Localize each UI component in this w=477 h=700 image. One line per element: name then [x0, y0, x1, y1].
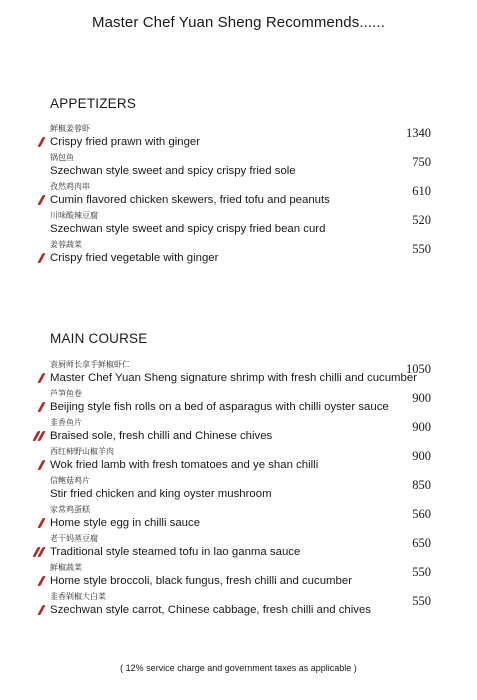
dish-price: 1340 [406, 126, 431, 140]
menu-item [0, 124, 477, 154]
dish-english-name: Szechwan style sweet and spicy crispy fried bean curd [50, 223, 326, 235]
menu-item [0, 240, 477, 270]
dish-english-name: Crispy fried prawn with ginger [50, 136, 201, 148]
chilli-spice-icon [38, 136, 45, 148]
menu-item [0, 563, 477, 593]
dish-english-name: Home style broccoli, black fungus, fresh chilli and cucumber [50, 575, 352, 587]
dish-chinese-name: 信鲍菇鸡片 [50, 476, 90, 485]
chilli-spice-icon [33, 430, 45, 442]
dish-chinese-name: 袁厨师长拿手鲜椒虾仁 [50, 360, 130, 369]
dish-chinese-name: 韭香剁椒大白菜 [50, 592, 106, 601]
dish-chinese-name: 韭香鱼片 [50, 418, 82, 427]
dish-chinese-name: 川味酸辣豆腐 [50, 211, 98, 220]
dish-price: 750 [412, 155, 431, 169]
chilli-stroke [37, 253, 45, 263]
dish-chinese-name: 姜蓉蔬菜 [50, 240, 82, 249]
chilli-spice-icon [38, 517, 45, 529]
dish-price: 560 [412, 507, 431, 521]
dish-chinese-name: 芦笋鱼卷 [50, 389, 82, 398]
dish-english-name: Braised sole, fresh chilli and Chinese chives [50, 430, 273, 442]
dish-english-name: Home style egg in chilli sauce [50, 517, 201, 529]
dish-price: 1050 [406, 362, 431, 376]
chilli-spice-icon [38, 401, 45, 413]
dish-chinese-name: 鲜椒蔬菜 [50, 563, 82, 572]
dish-english-name: Beijing style fish rolls on a bed of asparagus with chilli oyster sauce [50, 401, 389, 413]
chilli-spice-icon [38, 604, 45, 616]
dish-price: 900 [412, 420, 431, 434]
dish-price: 550 [412, 242, 431, 256]
chilli-spice-icon [33, 546, 45, 558]
menu-item [0, 534, 477, 564]
dish-price: 900 [412, 391, 431, 405]
page-title: Master Chef Yuan Sheng Recommends...... [92, 14, 385, 31]
dish-english-name: Cumin flavored chicken skewers, fried tofu and peanuts [50, 194, 330, 206]
dish-price: 900 [412, 449, 431, 463]
menu-item [0, 389, 477, 419]
menu-item [0, 153, 477, 183]
dish-chinese-name: 老干妈蒸豆腐 [50, 534, 98, 543]
dish-price: 610 [412, 184, 431, 198]
chilli-stroke [37, 460, 45, 470]
chilli-spice-icon [38, 575, 45, 587]
dish-price: 520 [412, 213, 431, 227]
menu-item [0, 592, 477, 622]
section-heading: MAIN COURSE [50, 331, 148, 346]
section-heading: APPETIZERS [50, 96, 137, 111]
menu-item [0, 447, 477, 477]
chilli-spice-icon [38, 372, 45, 384]
dish-chinese-name: 鲜椒姜蓉虾 [50, 124, 90, 133]
dish-chinese-name: 孜然鸡肉串 [50, 182, 90, 191]
dish-price: 550 [412, 594, 431, 608]
dish-chinese-name: 西红柿野山椒羊肉 [50, 447, 114, 456]
chilli-stroke [37, 576, 45, 586]
dish-price: 550 [412, 565, 431, 579]
menu-item [0, 418, 477, 448]
menu-item [0, 476, 477, 506]
dish-english-name: Stir fried chicken and king oyster mushroom [50, 488, 272, 500]
dish-price: 850 [412, 478, 431, 492]
dish-price: 650 [412, 536, 431, 550]
dish-english-name: Szechwan style carrot, Chinese cabbage, fresh chilli and chives [50, 604, 372, 616]
chilli-stroke [37, 518, 45, 528]
chilli-stroke [37, 605, 45, 615]
dish-english-name: Master Chef Yuan Sheng signature shrimp with fresh chilli and cucumber [50, 372, 418, 384]
chilli-stroke [37, 373, 45, 383]
dish-english-name: Crispy fried vegetable with ginger [50, 252, 219, 264]
chilli-spice-icon [38, 252, 45, 264]
dish-chinese-name: 锅包鱼 [50, 153, 74, 162]
menu-item [0, 182, 477, 212]
dish-english-name: Traditional style steamed tofu in lao ganma sauce [50, 546, 301, 558]
dish-english-name: Szechwan style sweet and spicy crispy fried sole [50, 165, 296, 177]
dish-chinese-name: 家常鸡蛋糕 [50, 505, 90, 514]
menu-item [0, 505, 477, 535]
chilli-stroke [37, 195, 45, 205]
chilli-stroke [37, 137, 45, 147]
menu-item [0, 360, 477, 390]
chilli-spice-icon [38, 459, 45, 471]
chilli-stroke [37, 402, 45, 412]
menu-item [0, 211, 477, 241]
service-charge-note: ( 12% service charge and government taxes as applicable ) [120, 663, 357, 673]
dish-english-name: Wok fried lamb with fresh tomatoes and ye shan chilli [50, 459, 319, 471]
chilli-spice-icon [38, 194, 45, 206]
